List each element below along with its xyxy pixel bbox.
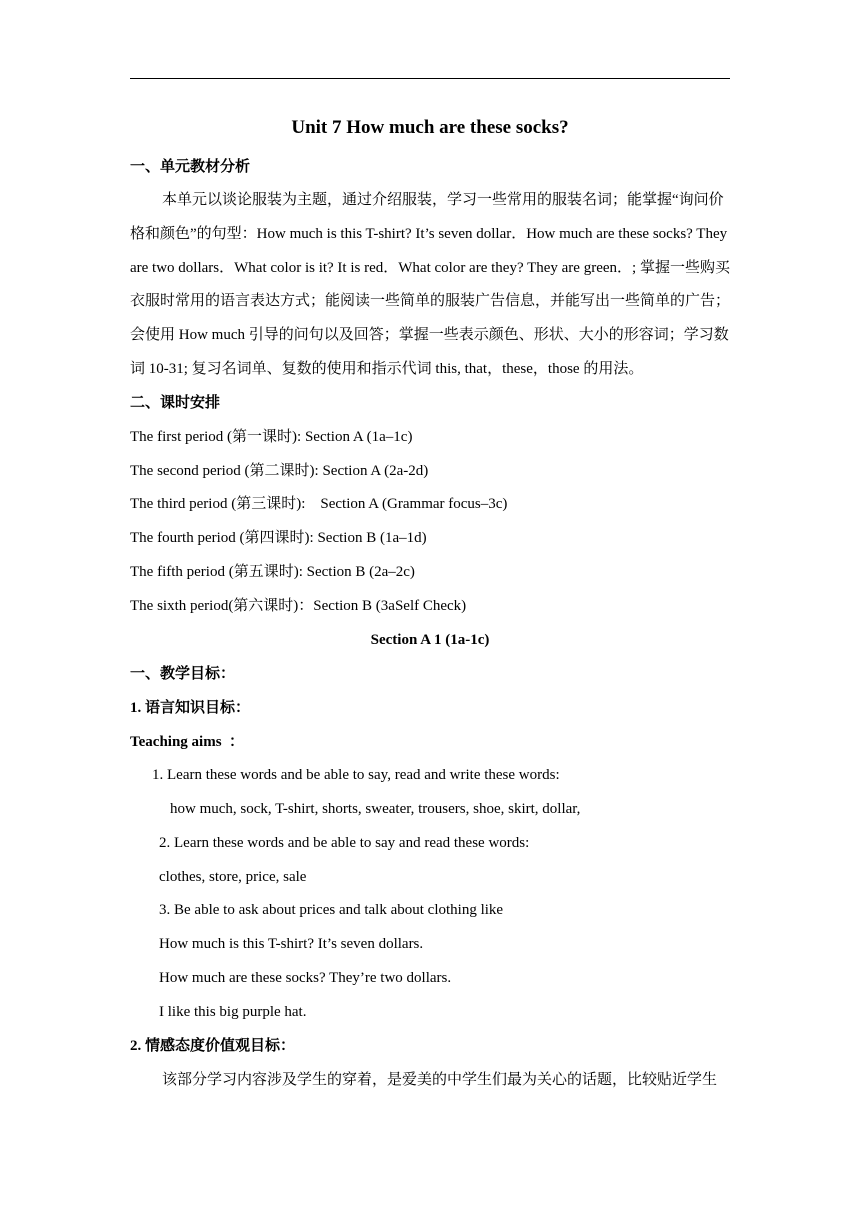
aim-item: clothes, store, price, sale xyxy=(159,869,307,885)
period-item: The first period (第一课时): Section A (1a–1c) xyxy=(130,429,413,445)
aim-item: 2. Learn these words and be able to say and read these words: xyxy=(159,835,530,851)
period-item: The sixth period(第六课时)：Section B (3aSelf Check) xyxy=(130,598,467,614)
header-rule xyxy=(130,78,730,79)
period-item: The fifth period (第五课时): Section B (2a–2c) xyxy=(130,564,415,580)
aim-item: 3. Be able to ask about prices and talk about clothing like xyxy=(159,902,504,918)
teaching-aims-label: Teaching aims ： xyxy=(130,734,245,750)
aim-item: how much, sock, T-shirt, shorts, sweater, trousers, shoe, skirt, dollar, xyxy=(170,801,581,817)
intro-line: are two dollars．What color is it? It is red．What color are they? They are green．; 掌握一些购买 xyxy=(130,260,730,276)
subheading-emotional-goals: 2. 情感态度价值观目标： xyxy=(130,1038,296,1054)
body-text-line: 该部分学习内容涉及学生的穿着，是爱美的中学生们最为关心的话题，比较贴近学生 xyxy=(162,1072,718,1088)
page-title: Unit 7 How much are these socks? xyxy=(291,117,569,138)
heading-textbook-analysis: 一、单元教材分析 xyxy=(130,159,251,175)
period-item: The fourth period (第四课时): Section B (1a–1d) xyxy=(130,530,427,546)
intro-line: 本单元以谈论服装为主题，通过介绍服装，学习一些常用的服装名词；能掌握“询问价 xyxy=(162,192,724,208)
aim-item: I like this big purple hat. xyxy=(159,1004,307,1020)
subheading-language-goals: 1. 语言知识目标： xyxy=(130,700,251,716)
intro-line: 格和颜色”的句型：How much is this T-shirt? It’s seven dollar．How much are these socks? They xyxy=(130,226,728,242)
aim-item: How much are these socks? They’re two dollars. xyxy=(159,970,452,986)
heading-teaching-goals: 一、教学目标： xyxy=(130,666,236,682)
period-item: The second period (第二课时): Section A (2a-2d) xyxy=(130,463,429,479)
intro-line: 词 10-31; 复习名词单、复数的使用和指示代词 this, that，these，those 的用法。 xyxy=(130,361,644,377)
aim-item: How much is this T-shirt? It’s seven dollars. xyxy=(159,936,424,952)
period-item: The third period (第三课时): Section A (Grammar focus–3c) xyxy=(130,496,508,512)
intro-line: 衣服时常用的语言表达方式；能阅读一些简单的服装广告信息，并能写出一些简单的广告； xyxy=(130,293,731,309)
intro-line: 会使用 How much 引导的问句以及回答；掌握一些表示颜色、形状、大小的形容词；学习数 xyxy=(130,327,729,343)
section-title: Section A 1 (1a-1c) xyxy=(370,632,490,648)
heading-schedule: 二、课时安排 xyxy=(130,395,221,411)
aim-item: 1. Learn these words and be able to say, read and write these words: xyxy=(152,767,560,783)
